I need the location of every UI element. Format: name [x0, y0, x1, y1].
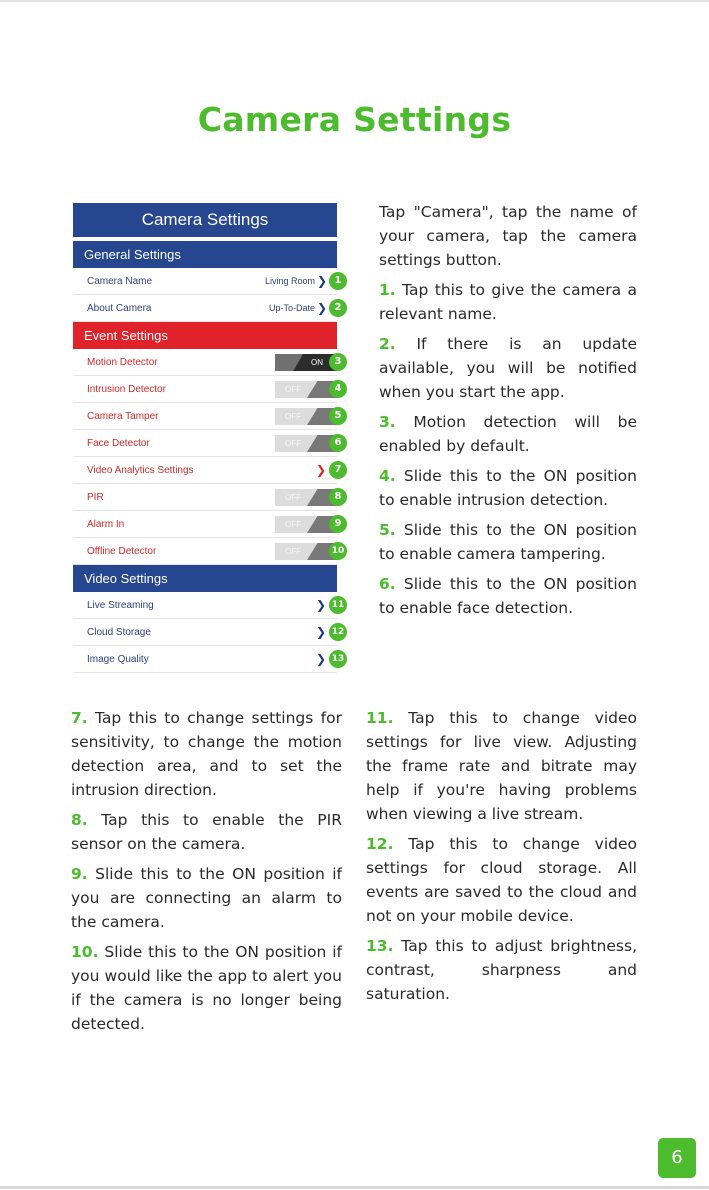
instruction-text: Slide this to the ON position to enable camera tampering. [379, 521, 637, 563]
settings-row-camera-tamper[interactable] [73, 403, 342, 430]
callout-number-badge: 11 [329, 596, 347, 614]
instruction-item-11 [366, 706, 637, 826]
callout-number-badge: 6 [329, 434, 347, 452]
instruction-text: Tap this to change settings for sensitivity, to change the motion detection area, and to set the intrusion direction. [71, 709, 342, 799]
instruction-item-5 [379, 518, 637, 566]
toggle-state-label: OFF [285, 385, 301, 394]
toggle-state-label: OFF [285, 520, 301, 529]
settings-row-cloud-storage[interactable] [73, 619, 345, 646]
settings-row-label: Image Quality [87, 654, 149, 665]
instruction-text: Tap this to give the camera a relevant name. [379, 281, 637, 323]
chevron-right-icon[interactable]: ❯ [316, 625, 327, 639]
settings-row-label: Alarm In [87, 519, 125, 530]
instruction-text: Tap this to adjust brightness, contrast, sharpness and saturation. [366, 937, 637, 1003]
instruction-item-6 [379, 572, 637, 620]
chevron-right-icon[interactable]: ❯ [316, 598, 327, 612]
settings-row-label: Intrusion Detector [87, 384, 166, 395]
instruction-item-2 [379, 332, 637, 404]
section-header-video-settings: Video Settings [73, 565, 337, 592]
instruction-text: Slide this to the ON position if you would like the app to alert you if the camera is no longer being detected. [71, 943, 343, 1033]
instruction-text: Tap this to change video settings for live view. Adjusting the frame rate and bitrate may help if you're having problems when viewing a live stream. [366, 709, 637, 823]
settings-row-face-detector[interactable] [73, 430, 342, 457]
callout-number-badge: 2 [329, 299, 347, 317]
instruction-item-8 [71, 808, 342, 856]
instruction-number: 10. [71, 943, 99, 961]
instruction-item-3 [379, 410, 637, 458]
instructions-column-top-right [379, 200, 637, 626]
instruction-number: 9. [71, 865, 88, 883]
instruction-number: 12. [366, 835, 394, 853]
callout-number-badge: 1 [329, 272, 347, 290]
instruction-item-4 [379, 464, 637, 512]
instruction-text: Tap this to change video settings for cloud storage. All events are saved to the cloud and not on your mobile device. [366, 835, 637, 925]
instruction-text: Motion detection will be enabled by default. [379, 413, 637, 455]
app-bar-title: Camera Settings [73, 203, 337, 237]
instruction-number: 2. [379, 335, 396, 353]
section-header-event-settings: Event Settings [73, 322, 337, 349]
settings-row-label: PIR [87, 492, 104, 503]
toggle-switch-motion-detector[interactable] [275, 354, 337, 371]
callout-number-badge: 9 [329, 515, 347, 533]
instruction-number: 5. [379, 521, 396, 539]
callout-number-badge: 13 [329, 650, 347, 668]
instruction-item-12 [366, 832, 637, 928]
top-rule [0, 0, 709, 2]
instruction-number: 7. [71, 709, 88, 727]
callout-number-badge: 4 [329, 380, 347, 398]
settings-row-label: Video Analytics Settings [87, 465, 194, 476]
toggle-state-label: OFF [285, 412, 301, 421]
settings-row-alarm-in[interactable] [73, 511, 342, 538]
instruction-number: 3. [379, 413, 396, 431]
callout-number-badge: 8 [329, 488, 347, 506]
callout-number-badge: 3 [329, 353, 347, 371]
page-title: Camera Settings [197, 100, 512, 139]
instruction-number: 13. [366, 937, 394, 955]
toggle-state-label: OFF [285, 439, 301, 448]
settings-row-video-analytics-settings[interactable] [73, 457, 342, 484]
instruction-item-10 [71, 940, 342, 1036]
instruction-item-13 [366, 934, 637, 1006]
section-header-general-settings: General Settings [73, 241, 337, 268]
instruction-number: 1. [379, 281, 396, 299]
settings-row-value: Living Room [264, 276, 315, 286]
chevron-right-icon[interactable]: ❯ [317, 274, 328, 288]
callout-number-badge: 10 [329, 542, 347, 560]
toggle-state-label: ON [311, 358, 323, 367]
settings-row-label: Camera Tamper [87, 411, 159, 422]
settings-row-camera-name[interactable] [73, 268, 342, 295]
instructions-column-bottom-left [71, 706, 342, 1042]
settings-row-label: Cloud Storage [87, 627, 151, 638]
instruction-number: 8. [71, 811, 88, 829]
toggle-switch-intrusion-detector[interactable] [275, 381, 337, 398]
toggle-state-label: OFF [285, 493, 301, 502]
instruction-number: 11. [366, 709, 394, 727]
callout-number-badge: 7 [329, 461, 347, 479]
chevron-right-icon[interactable]: ❯ [316, 463, 327, 477]
callout-number-badge: 12 [329, 623, 347, 641]
toggle-knob [275, 354, 303, 371]
instruction-text: Slide this to the ON position if you are connecting an alarm to the camera. [71, 865, 342, 931]
settings-row-label: Face Detector [87, 438, 150, 449]
settings-row-label: About Camera [87, 303, 152, 314]
toggle-switch-alarm-in[interactable] [275, 516, 337, 533]
chevron-right-icon[interactable]: ❯ [316, 652, 327, 666]
toggle-state-label: OFF [285, 547, 301, 556]
settings-row-label: Offline Detector [87, 546, 157, 557]
settings-row-motion-detector[interactable] [73, 349, 342, 376]
settings-row-label: Live Streaming [87, 600, 154, 611]
instruction-item-1 [379, 278, 637, 326]
instruction-text: Slide this to the ON position to enable intrusion detection. [379, 467, 637, 509]
chevron-right-icon[interactable]: ❯ [317, 301, 328, 315]
intro-paragraph: Tap "Camera", tap the name of your camera, tap the camera settings button. [379, 203, 637, 269]
instruction-number: 6. [379, 575, 396, 593]
instruction-text: Slide this to the ON position to enable face detection. [379, 575, 637, 617]
phone-screenshot [73, 203, 345, 673]
instruction-number: 4. [379, 467, 396, 485]
settings-row-about-camera[interactable] [73, 295, 342, 322]
settings-row-label: Camera Name [87, 276, 153, 287]
toggle-switch-offline-detector[interactable] [275, 543, 337, 560]
toggle-switch-pir[interactable] [275, 489, 337, 506]
toggle-switch-camera-tamper[interactable] [275, 408, 337, 425]
page-number: 6 [658, 1138, 696, 1178]
settings-row-label: Motion Detector [87, 357, 158, 368]
bottom-rule [0, 1186, 709, 1189]
settings-row-live-streaming[interactable] [73, 592, 345, 619]
settings-row-offline-detector[interactable] [73, 538, 345, 565]
settings-row-value: Up-To-Date [268, 303, 315, 313]
instruction-text: Tap this to enable the PIR sensor on the camera. [71, 811, 342, 853]
instruction-text: If there is an update available, you will be notified when you start the app. [379, 335, 637, 401]
toggle-switch-face-detector[interactable] [275, 435, 337, 452]
instruction-item-7 [71, 706, 342, 802]
instruction-item-9 [71, 862, 342, 934]
settings-row-pir[interactable] [73, 484, 342, 511]
callout-number-badge: 5 [329, 407, 347, 425]
instructions-column-bottom-right [366, 706, 637, 1012]
settings-row-image-quality[interactable] [73, 646, 345, 673]
settings-row-intrusion-detector[interactable] [73, 376, 342, 403]
